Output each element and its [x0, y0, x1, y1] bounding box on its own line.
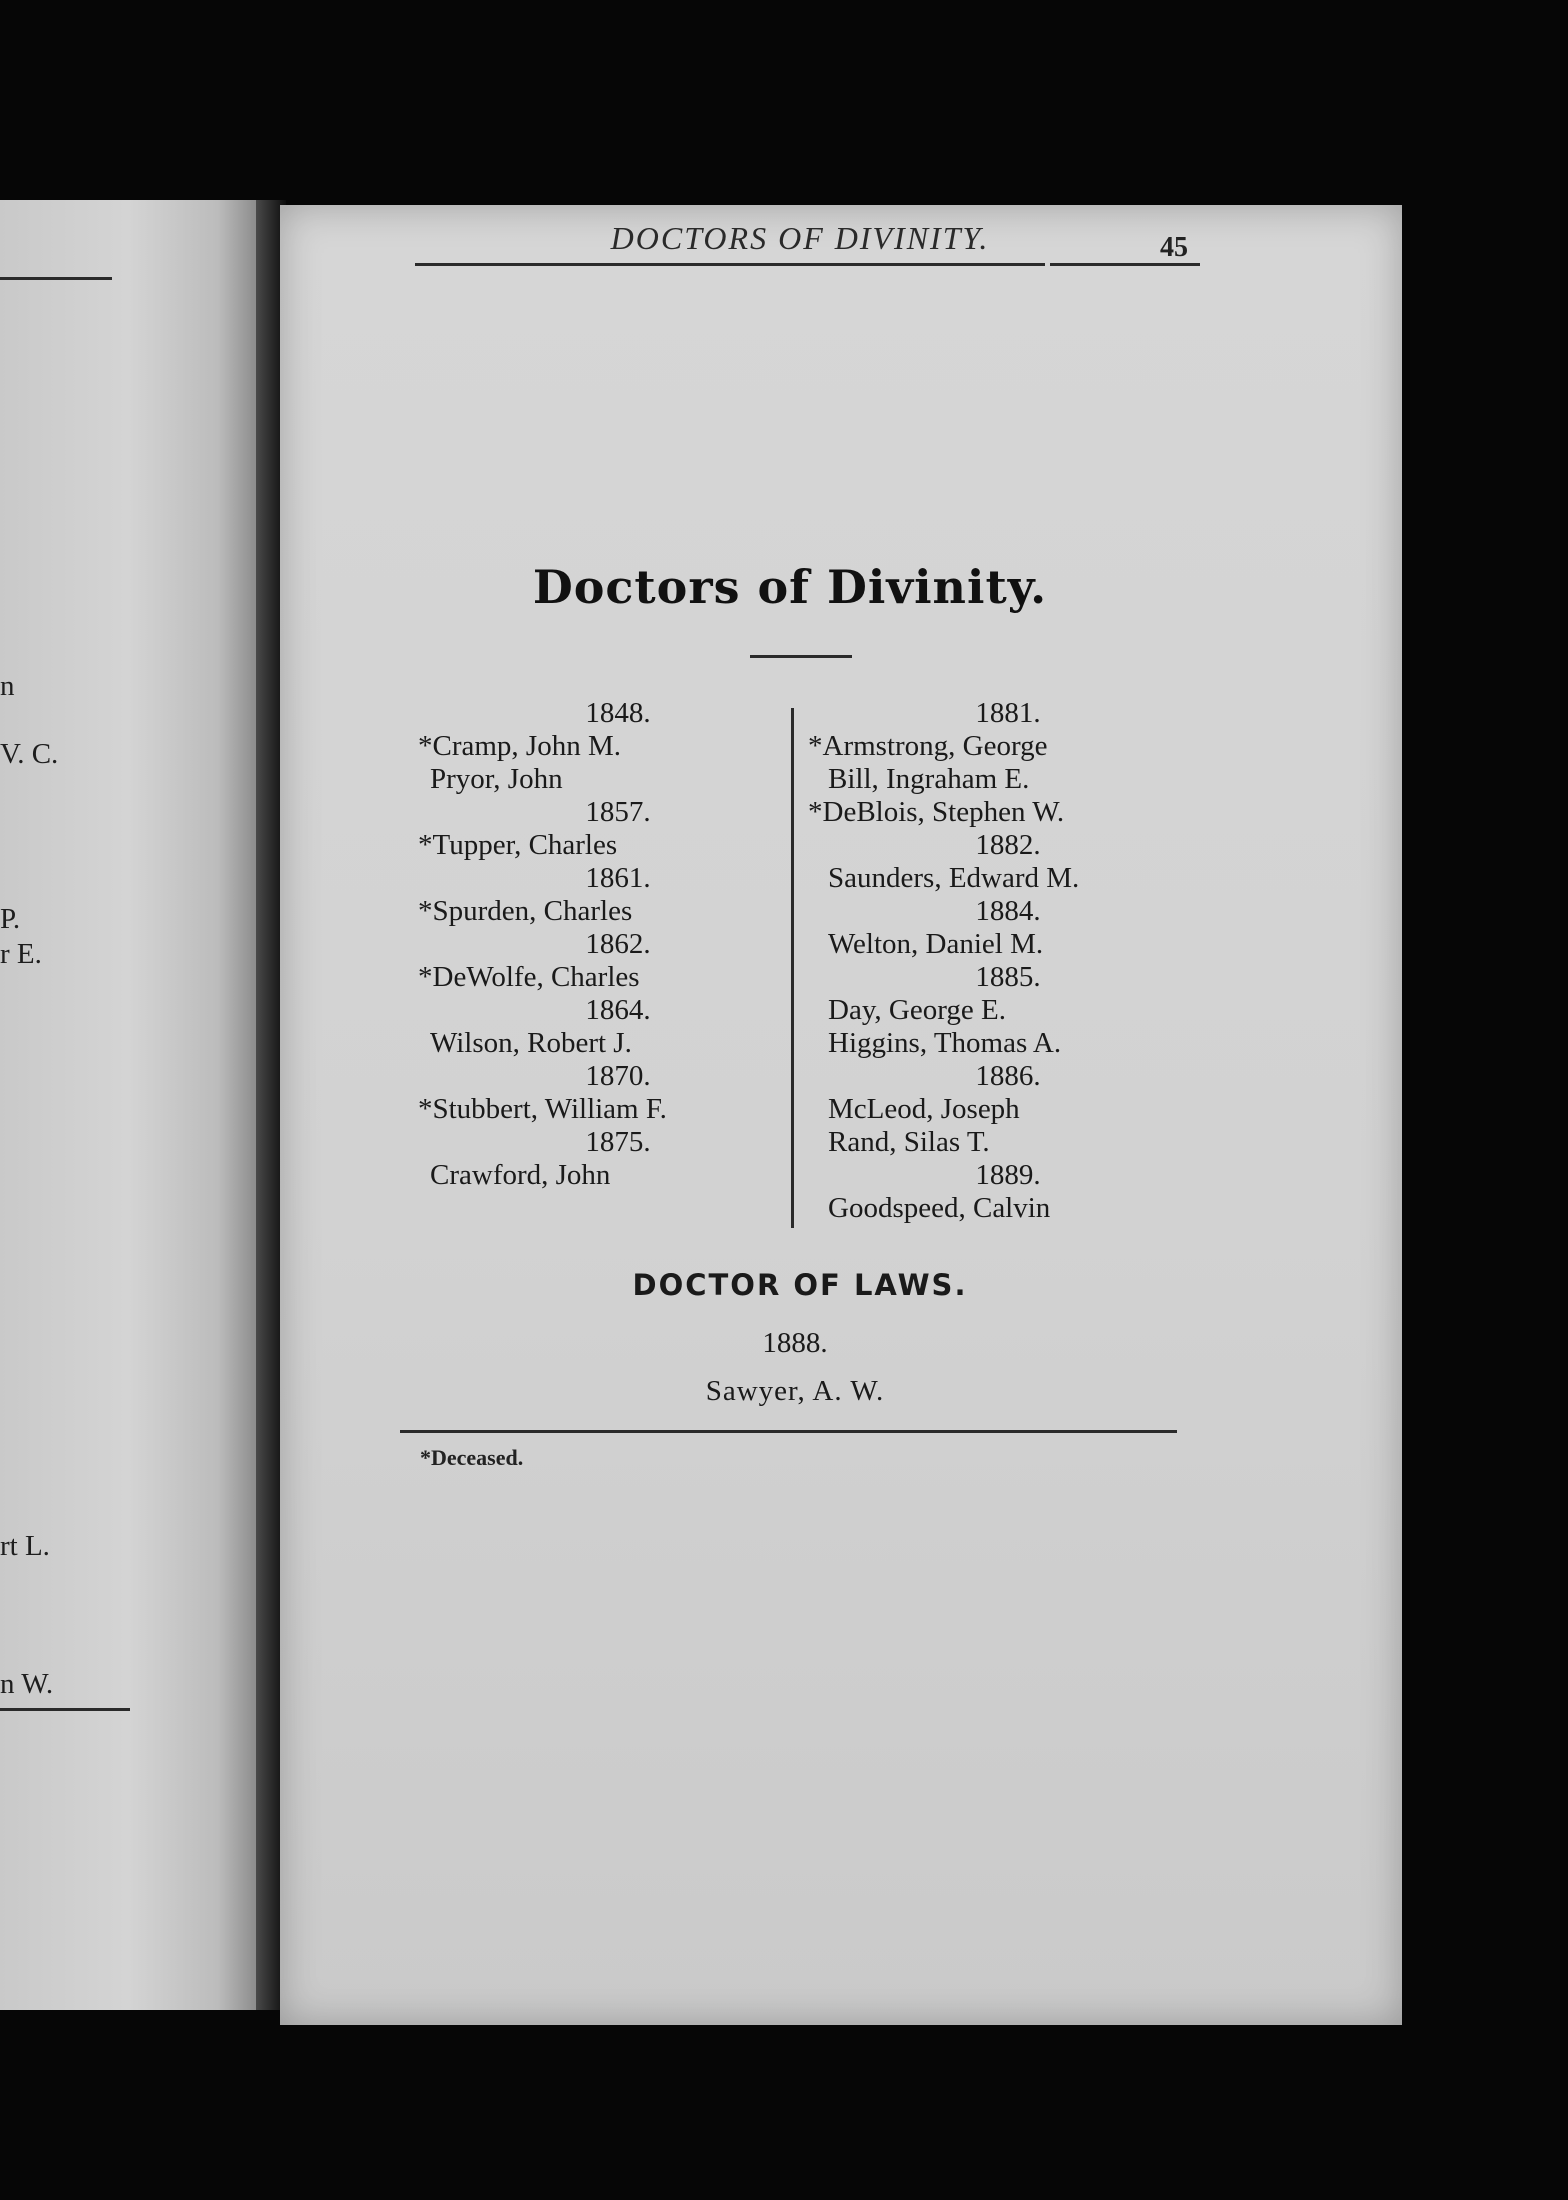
year-heading: 1886. — [975, 1060, 1041, 1092]
column-divider — [791, 708, 794, 1228]
facing-page-left — [0, 200, 256, 2010]
recipient-name: Pryor, John — [430, 763, 563, 795]
year-heading: 1848. — [585, 697, 651, 729]
recipient-name: Higgins, Thomas A. — [828, 1027, 1062, 1059]
recipient-name: Goodspeed, Calvin — [828, 1192, 1051, 1224]
recipient-name: *Armstrong, George — [808, 730, 1048, 762]
recipient-name: Rand, Silas T. — [828, 1126, 990, 1158]
page-number: 45 — [1160, 232, 1188, 263]
recipient-name: Bill, Ingraham E. — [828, 763, 1030, 795]
recipient-name: Welton, Daniel M. — [828, 928, 1044, 960]
facing-page-foot-rule — [0, 1708, 130, 1711]
recipient-name: *Stubbert, William F. — [418, 1093, 667, 1125]
recipient-name: Saunders, Edward M. — [828, 862, 1080, 894]
running-head: DOCTORS OF DIVINITY. — [610, 220, 990, 256]
footnote-rule — [400, 1430, 1177, 1433]
recipient-name: *DeWolfe, Charles — [418, 961, 640, 993]
doctor-of-laws-name: Sawyer, A. W. — [705, 1375, 885, 1407]
year-heading: 1861. — [585, 862, 651, 894]
recipient-name: *Cramp, John M. — [418, 730, 621, 762]
year-heading: 1870. — [585, 1060, 651, 1092]
year-heading: 1862. — [585, 928, 651, 960]
footnote-deceased: *Deceased. — [420, 1445, 524, 1470]
page-title: Doctors of Divinity. — [532, 560, 1048, 614]
doctor-of-laws-year: 1888. — [762, 1327, 828, 1359]
facing-page-fragment: V. C. — [0, 738, 59, 770]
title-rule — [750, 655, 852, 658]
recipient-name: *DeBlois, Stephen W. — [808, 796, 1065, 828]
right-column-list — [808, 697, 1148, 1225]
facing-page-head-rule — [0, 277, 112, 280]
recipient-name: *Spurden, Charles — [418, 895, 633, 927]
book-page — [280, 205, 1402, 2025]
header-rule-right — [1050, 263, 1200, 266]
doctor-of-laws-heading: DOCTOR OF LAWS. — [632, 1268, 968, 1302]
facing-page-fragment: rt L. — [0, 1530, 50, 1562]
year-heading: 1881. — [975, 697, 1041, 729]
recipient-name: Day, George E. — [828, 994, 1006, 1026]
recipient-name: Wilson, Robert J. — [430, 1027, 632, 1059]
year-heading: 1884. — [975, 895, 1041, 927]
recipient-name: McLeod, Joseph — [828, 1093, 1020, 1125]
facing-page-fragment: n — [0, 670, 15, 702]
recipient-name: Crawford, John — [430, 1159, 611, 1191]
header-rule-left — [415, 263, 1045, 266]
facing-page-fragment: P. — [0, 903, 21, 935]
facing-page-fragment: n W. — [0, 1668, 54, 1700]
year-heading: 1875. — [585, 1126, 651, 1158]
year-heading: 1864. — [585, 994, 651, 1026]
year-heading: 1885. — [975, 961, 1041, 993]
left-column-list — [418, 697, 758, 1192]
year-heading: 1882. — [975, 829, 1041, 861]
recipient-name: *Tupper, Charles — [418, 829, 618, 861]
facing-page-fragment: r E. — [0, 938, 42, 970]
year-heading: 1857. — [585, 796, 651, 828]
year-heading: 1889. — [975, 1159, 1041, 1191]
